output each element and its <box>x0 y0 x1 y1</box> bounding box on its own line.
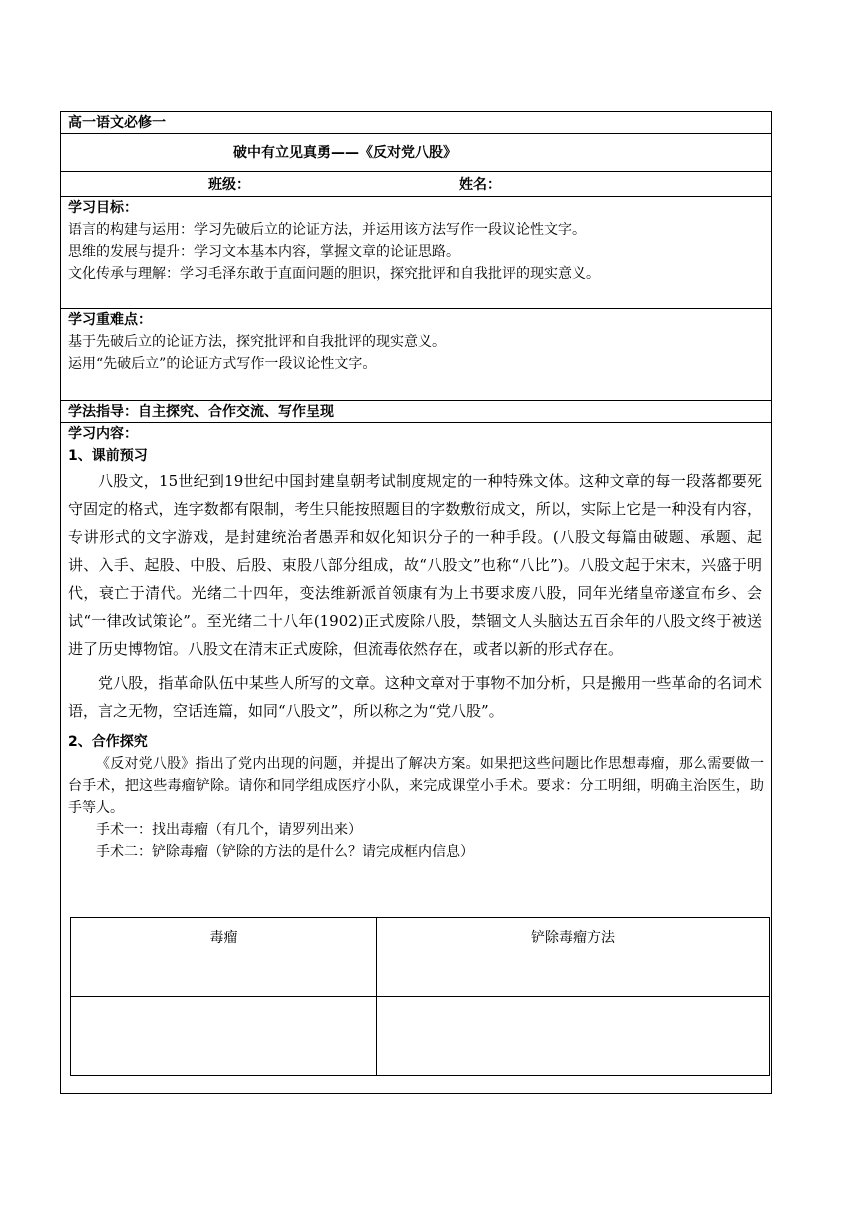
class-name-row <box>61 172 771 197</box>
preview-paragraph-1: 八股文，15世纪到19世纪中国封建皇朝考试制度规定的一种特殊文体。这种文章的每一段落都要死守固定的格式，连字数都有限制，考生只能按照题目的字数敷衍成文，所以，实际上它是一种没有内容，专讲形式的文字游戏，是封建统治者愚弄和奴化知识分子的一种手段。(八股文每篇由破题、承题、起讲、入手、起股、中股、后股、束股八部分组成，故“八股文”也称“八比”)。八股文起于宋末，兴盛于明代，衰亡于清代。光绪二十四年，变法维新派首领康有为上书要求废八股，同年光绪皇帝遂宣布乡、会试“一律改试策论”。至光绪二十八年(1902)正式废除八股，禁锢文人头脑达五百余年的八股文终于被送进了历史博物馆。八股文在清末正式废除，但流毒依然存在，或者以新的形式存在。 <box>68 472 762 658</box>
worksheet-frame <box>60 111 772 1094</box>
key-points-heading: 学习重难点： <box>68 312 152 328</box>
tumor-method-table <box>70 917 770 1076</box>
method-header-cell[interactable] <box>377 918 770 997</box>
key-point-item: 运用“先破后立”的论证方式写作一段议论性文字。 <box>68 356 377 372</box>
cooperation-intro: 《反对党八股》指出了党内出现的问题，并提出了解决方案。如果把这些问题比作思想毒瘤，那么需要做一台手术，把这些毒瘤铲除。请你和同学组成医疗小队，来完成课堂小手术。要求：分工明细，明确主治医生，助手等人。 <box>68 756 764 816</box>
course-row <box>61 112 771 134</box>
goal-item: 语言的构建与运用：学习先破后立的论证方法，并运用该方法写作一段议论性文字。 <box>68 222 586 238</box>
method-answer-cell[interactable] <box>377 997 770 1076</box>
learning-goals-section <box>61 197 771 309</box>
goals-heading: 学习目标： <box>68 200 138 216</box>
name-label: 姓名： <box>459 177 501 193</box>
course-label: 高一语文必修一 <box>68 115 166 131</box>
preview-heading: 1、课前预习 <box>68 448 148 464</box>
learning-content-section <box>61 423 771 1093</box>
study-method-row <box>61 401 771 423</box>
surgery-task-2: 手术二：铲除毒瘤（铲除的方法的是什么？请完成框内信息） <box>96 844 474 860</box>
surgery-task-1: 手术一：找出毒瘤（有几个，请罗列出来） <box>96 822 362 838</box>
title-row <box>61 134 771 172</box>
tumor-answer-cell[interactable] <box>71 997 377 1076</box>
cooperation-heading: 2、合作探究 <box>68 734 148 750</box>
tumor-header-cell[interactable] <box>71 918 377 997</box>
goal-item: 思维的发展与提升：学习文本基本内容，掌握文章的论证思路。 <box>68 244 460 260</box>
goal-item: 文化传承与理解：学习毛泽东敢于直面问题的胆识，探究批评和自我批评的现实意义。 <box>68 266 600 282</box>
lesson-title: 破中有立见真勇——《反对党八股》 <box>233 145 457 161</box>
class-label: 班级： <box>208 177 250 193</box>
preview-paragraph-2: 党八股，指革命队伍中某些人所写的文章。这种文章对于事物不加分析，只是搬用一些革命的名词术语，言之无物，空话连篇，如同“八股文”，所以称之为“党八股”。 <box>68 674 762 720</box>
content-heading: 学习内容： <box>68 426 138 442</box>
method-header: 铲除毒瘤方法 <box>531 930 615 946</box>
tumor-header: 毒瘤 <box>209 930 238 946</box>
key-point-item: 基于先破后立的论证方法，探究批评和自我批评的现实意义。 <box>68 334 446 350</box>
key-points-section <box>61 309 771 401</box>
study-method-text: 学法指导：自主探究、合作交流、写作呈现 <box>68 404 334 420</box>
